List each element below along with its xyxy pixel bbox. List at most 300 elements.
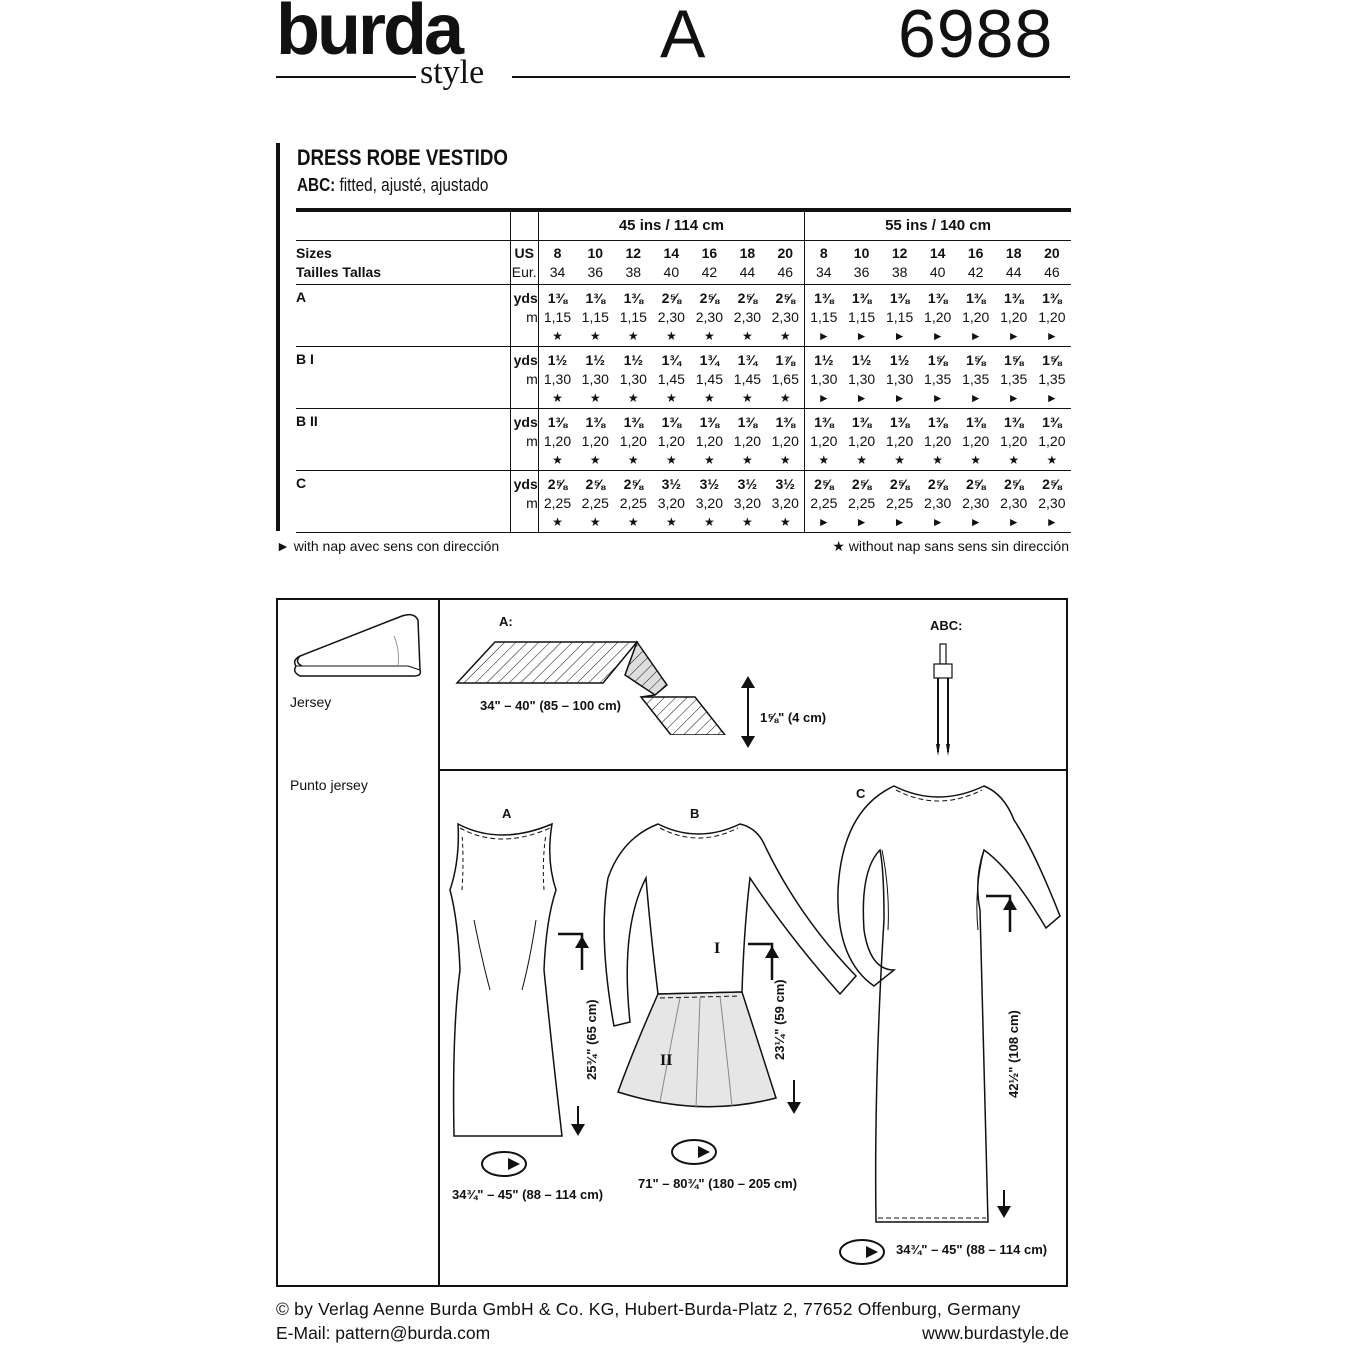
m-value: 1,20 bbox=[657, 433, 685, 449]
nap-symbol: ★ bbox=[703, 329, 715, 343]
m-value: 1,20 bbox=[924, 433, 952, 449]
nap-symbol: ► bbox=[1007, 391, 1020, 405]
yds-value: 1½ bbox=[585, 352, 606, 368]
us-size: 10 bbox=[853, 245, 870, 261]
us-size: 14 bbox=[929, 245, 946, 261]
pattern-subtitle bbox=[297, 175, 488, 196]
yds-value: 1⅜ bbox=[889, 290, 910, 306]
nap-symbol: ★ bbox=[627, 453, 639, 467]
yds-label: yds bbox=[513, 476, 538, 492]
nap-symbol: ★ bbox=[552, 453, 563, 467]
eur-size: 38 bbox=[891, 264, 908, 280]
yds-value: 1¾ bbox=[699, 352, 720, 368]
yds-value: 3½ bbox=[737, 476, 758, 492]
view-b-part-2: II bbox=[660, 1052, 673, 1069]
nap-symbol: ► bbox=[1007, 329, 1020, 343]
pattern-number: 6988 bbox=[898, 0, 1054, 72]
m-value: 1,30 bbox=[810, 371, 838, 387]
nap-symbol: ► bbox=[817, 391, 830, 405]
m-value: 3,20 bbox=[695, 495, 723, 511]
yardage-cell bbox=[957, 347, 995, 409]
yds-value: 1⅜ bbox=[851, 290, 872, 306]
nap-symbol: ★ bbox=[779, 329, 791, 343]
yardage-cell bbox=[957, 471, 995, 533]
size-cell bbox=[576, 241, 614, 285]
strip-view-label: A: bbox=[499, 614, 513, 629]
yds-value: 2⅝ bbox=[814, 476, 834, 492]
yds-value: 1⅜ bbox=[775, 414, 795, 430]
yds-value: 1⅜ bbox=[965, 414, 986, 430]
m-value: 2,30 bbox=[924, 495, 952, 511]
yardage-cell bbox=[652, 409, 690, 471]
m-value: 1,35 bbox=[924, 371, 952, 387]
nap-symbol: ► bbox=[817, 515, 830, 529]
nap-symbol: ★ bbox=[665, 453, 677, 467]
yardage-cell bbox=[766, 347, 804, 409]
yds-value: 1⅜ bbox=[699, 414, 720, 430]
size-cell bbox=[766, 241, 804, 285]
m-value: 1,30 bbox=[847, 371, 876, 387]
us-size: 16 bbox=[701, 245, 718, 261]
header-rule-left bbox=[276, 76, 416, 78]
nap-symbol: ★ bbox=[589, 391, 601, 405]
size-cell bbox=[957, 241, 995, 285]
m-value: 1,35 bbox=[962, 371, 990, 387]
m-label: m bbox=[526, 495, 538, 511]
us-size: 8 bbox=[553, 245, 562, 261]
size-cell bbox=[843, 241, 881, 285]
size-cell bbox=[881, 241, 919, 285]
m-value: 3,20 bbox=[657, 495, 685, 511]
yds-value: 2⅝ bbox=[1003, 476, 1024, 492]
size-cell bbox=[919, 241, 957, 285]
yardage-cell bbox=[728, 347, 766, 409]
nap-symbol: ★ bbox=[552, 391, 563, 405]
frame-divider-horizontal bbox=[438, 769, 1068, 771]
strip-length-label: 34" – 40" (85 – 100 cm) bbox=[480, 698, 621, 713]
legend-with-nap: ► with nap avec sens con dirección bbox=[276, 538, 500, 554]
yardage-cell bbox=[690, 409, 728, 471]
yardage-row bbox=[296, 471, 1071, 533]
eur-label: Eur. bbox=[511, 264, 537, 280]
m-label: m bbox=[526, 309, 538, 325]
yds-value: 1⅜ bbox=[585, 414, 606, 430]
m-value: 1,20 bbox=[543, 433, 572, 449]
yardage-row bbox=[296, 347, 1071, 409]
m-value: 1,65 bbox=[771, 371, 799, 387]
yardage-cell bbox=[805, 409, 843, 471]
yardage-cell bbox=[690, 471, 728, 533]
nap-symbol: ★ bbox=[818, 453, 830, 467]
nap-symbol: ★ bbox=[703, 453, 715, 467]
yardage-cell bbox=[843, 347, 881, 409]
yds-value: 1⅜ bbox=[1042, 290, 1062, 306]
yds-value: 1⅜ bbox=[1003, 290, 1024, 306]
size-cell bbox=[728, 241, 766, 285]
yardage-cell bbox=[881, 471, 919, 533]
yardage-row bbox=[296, 285, 1071, 347]
nap-symbol: ★ bbox=[742, 515, 753, 529]
eur-size: 40 bbox=[663, 264, 680, 280]
yardage-cell bbox=[690, 347, 728, 409]
eur-size: 40 bbox=[929, 264, 946, 280]
yds-value: 1½ bbox=[851, 352, 872, 368]
strip-width-arrow-icon bbox=[738, 674, 758, 750]
yds-value: 1½ bbox=[623, 352, 644, 368]
yds-value: 1⅜ bbox=[1042, 414, 1062, 430]
header-blank-us bbox=[510, 210, 538, 241]
yardage-cell bbox=[919, 285, 957, 347]
nap-symbol: ► bbox=[855, 391, 868, 405]
us-label: US bbox=[514, 245, 534, 261]
yardage-cell bbox=[1033, 471, 1071, 533]
m-value: 3,20 bbox=[733, 495, 762, 511]
yds-value: 2⅝ bbox=[1042, 476, 1062, 492]
header-rule bbox=[512, 76, 1070, 78]
yardage-cell bbox=[614, 409, 652, 471]
sizes-label-en: Sizes bbox=[296, 245, 332, 261]
yardage-cell bbox=[690, 285, 728, 347]
yds-value: 3½ bbox=[661, 476, 682, 492]
yds-value: 2⅝ bbox=[851, 476, 872, 492]
nap-symbol: ► bbox=[931, 515, 944, 529]
yardage-cell bbox=[843, 409, 881, 471]
yds-label: yds bbox=[513, 414, 538, 430]
nap-symbol: ★ bbox=[627, 391, 639, 405]
m-value: 2,30 bbox=[962, 495, 990, 511]
yardage-table bbox=[296, 208, 1071, 533]
us-size: 18 bbox=[739, 245, 756, 261]
eur-size: 36 bbox=[853, 264, 870, 280]
yardage-cell bbox=[576, 409, 614, 471]
yds-value: 1¾ bbox=[661, 352, 682, 368]
m-value: 1,30 bbox=[886, 371, 914, 387]
eur-size: 42 bbox=[967, 264, 984, 280]
yardage-cell bbox=[576, 347, 614, 409]
nap-symbol: ★ bbox=[894, 453, 905, 467]
view-c-letter: C bbox=[856, 786, 866, 801]
size-cell bbox=[538, 241, 576, 285]
view-letter: A bbox=[660, 0, 706, 72]
m-value: 1,35 bbox=[1038, 371, 1066, 387]
eur-size: 42 bbox=[701, 264, 718, 280]
yardage-cell bbox=[995, 471, 1033, 533]
yds-value: 2⅝ bbox=[661, 290, 682, 306]
yardage-cell bbox=[614, 285, 652, 347]
yds-value: 1⅜ bbox=[623, 414, 644, 430]
m-value: 2,30 bbox=[657, 309, 685, 325]
yds-value: 3½ bbox=[775, 476, 795, 492]
strip-width-label: 1⅝" (4 cm) bbox=[760, 710, 827, 725]
yds-value: 1⅜ bbox=[927, 290, 948, 306]
yardage-cell bbox=[728, 285, 766, 347]
yardage-row bbox=[296, 409, 1071, 471]
nap-symbol: ★ bbox=[665, 515, 677, 529]
m-value: 1,35 bbox=[1000, 371, 1028, 387]
m-value: 1,30 bbox=[581, 371, 609, 387]
eur-size: 34 bbox=[549, 264, 566, 280]
view-b-hem-label: 71" – 80¾" (180 – 205 cm) bbox=[638, 1176, 798, 1191]
view-row-label: B I bbox=[296, 347, 510, 409]
m-value: 1,20 bbox=[771, 433, 799, 449]
yardage-cell bbox=[843, 285, 881, 347]
nap-symbol: ★ bbox=[856, 453, 867, 467]
us-size: 12 bbox=[625, 245, 642, 261]
m-value: 2,25 bbox=[847, 495, 876, 511]
yds-value: 1⅝ bbox=[1042, 352, 1062, 368]
m-value: 1,20 bbox=[1038, 309, 1066, 325]
m-value: 1,15 bbox=[619, 309, 647, 325]
m-value: 1,20 bbox=[581, 433, 609, 449]
yds-value: 1⅜ bbox=[851, 414, 872, 430]
m-value: 2,30 bbox=[733, 309, 762, 325]
twin-needle-icon bbox=[930, 640, 956, 760]
nap-symbol: ► bbox=[931, 329, 944, 343]
size-cell bbox=[652, 241, 690, 285]
us-size: 18 bbox=[1005, 245, 1022, 261]
yds-value: 1⅜ bbox=[737, 414, 758, 430]
nap-symbol: ► bbox=[969, 391, 982, 405]
yardage-cell bbox=[919, 409, 957, 471]
yds-value: 1⅝ bbox=[965, 352, 986, 368]
nap-symbol: ★ bbox=[742, 391, 753, 405]
yds-value: 1⅜ bbox=[585, 290, 606, 306]
m-value: 2,25 bbox=[581, 495, 609, 511]
brand-logo: burda bbox=[276, 0, 462, 70]
yardage-cell bbox=[805, 471, 843, 533]
m-value: 1,20 bbox=[962, 309, 990, 325]
m-value: 1,20 bbox=[810, 433, 838, 449]
m-value: 1,15 bbox=[886, 309, 914, 325]
unit-label bbox=[510, 409, 538, 471]
view-c-hem-label: 34¾" – 45" (88 – 114 cm) bbox=[896, 1242, 1048, 1257]
eur-size: 34 bbox=[816, 264, 832, 280]
yardage-cell bbox=[538, 285, 576, 347]
yardage-cell bbox=[919, 471, 957, 533]
header-blank bbox=[296, 210, 510, 241]
us-size: 20 bbox=[777, 245, 794, 261]
m-value: 1,20 bbox=[733, 433, 762, 449]
m-value: 2,30 bbox=[695, 309, 723, 325]
yds-value: 2⅝ bbox=[623, 476, 644, 492]
yardage-cell bbox=[881, 347, 919, 409]
yds-label: yds bbox=[513, 290, 538, 306]
size-cell bbox=[614, 241, 652, 285]
nap-symbol: ► bbox=[817, 329, 830, 343]
yds-value: 1⅜ bbox=[814, 290, 834, 306]
m-value: 1,45 bbox=[733, 371, 762, 387]
needle-view-label: ABC: bbox=[930, 618, 963, 633]
size-cell bbox=[995, 241, 1033, 285]
frame-divider-vertical bbox=[438, 598, 440, 1287]
view-row-label: A bbox=[296, 285, 510, 347]
nap-symbol: ► bbox=[855, 515, 868, 529]
yds-value: 2⅝ bbox=[965, 476, 986, 492]
m-value: 1,15 bbox=[847, 309, 876, 325]
unit-label bbox=[510, 285, 538, 347]
fabric-label-punto: Punto jersey bbox=[290, 777, 368, 793]
nap-symbol: ★ bbox=[779, 453, 791, 467]
yardage-cell bbox=[766, 285, 804, 347]
m-value: 1,30 bbox=[619, 371, 647, 387]
nap-symbol: ★ bbox=[589, 329, 601, 343]
yardage-cell bbox=[576, 471, 614, 533]
view-c-hem-icon bbox=[836, 1236, 892, 1270]
m-value: 2,25 bbox=[543, 495, 572, 511]
nap-symbol: ► bbox=[893, 391, 906, 405]
yardage-cell bbox=[652, 285, 690, 347]
nap-symbol: ► bbox=[931, 391, 944, 405]
width-header-row bbox=[296, 210, 1071, 241]
m-value: 1,15 bbox=[543, 309, 572, 325]
yds-value: 1⅝ bbox=[1003, 352, 1024, 368]
yds-value: 1⅜ bbox=[1003, 414, 1024, 430]
view-a-letter: A bbox=[502, 806, 512, 821]
nap-symbol: ★ bbox=[779, 391, 791, 405]
m-value: 1,30 bbox=[543, 371, 572, 387]
fabric-label-jersey: Jersey bbox=[290, 694, 332, 710]
m-value: 1,15 bbox=[581, 309, 609, 325]
yardage-cell bbox=[614, 471, 652, 533]
nap-symbol: ► bbox=[969, 515, 982, 529]
sizes-label bbox=[296, 241, 510, 285]
m-value: 1,15 bbox=[810, 309, 838, 325]
eur-size: 44 bbox=[739, 264, 756, 280]
size-cell bbox=[805, 241, 843, 285]
m-label: m bbox=[526, 371, 538, 387]
nap-symbol: ★ bbox=[552, 515, 563, 529]
yds-value: 2⅝ bbox=[699, 290, 720, 306]
yardage-cell bbox=[766, 471, 804, 533]
nap-symbol: ★ bbox=[1008, 453, 1020, 467]
sizes-row bbox=[296, 241, 1071, 285]
nap-symbol: ★ bbox=[627, 515, 639, 529]
nap-symbol: ► bbox=[1007, 515, 1020, 529]
m-value: 1,20 bbox=[847, 433, 876, 449]
yds-value: 1⅜ bbox=[623, 290, 644, 306]
yds-value: 1⅞ bbox=[775, 352, 795, 368]
yds-value: 1⅜ bbox=[814, 414, 834, 430]
yds-value: 1⅜ bbox=[547, 290, 568, 306]
yds-value: 2⅝ bbox=[585, 476, 606, 492]
yardage-cell bbox=[728, 471, 766, 533]
nap-symbol: ► bbox=[1045, 329, 1058, 343]
yardage-cell bbox=[652, 347, 690, 409]
yds-value: 2⅝ bbox=[775, 290, 795, 306]
nap-symbol: ► bbox=[1045, 515, 1058, 529]
view-row-label: C bbox=[296, 471, 510, 533]
eur-size: 46 bbox=[1044, 264, 1060, 280]
copyright-notice: © by Verlag Aenne Burda GmbH & Co. KG, Hubert-Burda-Platz 2, 77652 Offenburg, Germany bbox=[276, 1299, 1021, 1319]
yardage-cell bbox=[728, 409, 766, 471]
yardage-cell bbox=[538, 409, 576, 471]
nap-symbol: ★ bbox=[742, 329, 753, 343]
yardage-cell bbox=[805, 285, 843, 347]
yardage-cell bbox=[957, 409, 995, 471]
m-value: 1,45 bbox=[657, 371, 685, 387]
eur-size: 46 bbox=[777, 264, 794, 280]
m-value: 1,20 bbox=[962, 433, 990, 449]
us-size: 8 bbox=[819, 245, 828, 261]
yardage-cell bbox=[995, 409, 1033, 471]
nap-symbol: ► bbox=[855, 329, 868, 343]
yds-value: 1⅜ bbox=[547, 414, 568, 430]
yardage-cell bbox=[538, 471, 576, 533]
yds-value: 3½ bbox=[699, 476, 720, 492]
m-value: 1,20 bbox=[619, 433, 647, 449]
view-a-hem-icon bbox=[478, 1148, 534, 1182]
yardage-cell bbox=[919, 347, 957, 409]
view-c-length-label: 42½" (108 cm) bbox=[1006, 1010, 1021, 1098]
m-value: 3,20 bbox=[771, 495, 799, 511]
yardage-cell bbox=[843, 471, 881, 533]
m-value: 2,30 bbox=[1000, 495, 1028, 511]
m-value: 2,25 bbox=[619, 495, 647, 511]
neckband-strip-diagram bbox=[455, 635, 735, 735]
nap-symbol: ★ bbox=[589, 515, 601, 529]
nap-symbol: ★ bbox=[779, 515, 791, 529]
yardage-cell bbox=[881, 409, 919, 471]
view-b-letter: B bbox=[690, 806, 700, 821]
m-value: 1,45 bbox=[695, 371, 723, 387]
nap-symbol: ★ bbox=[970, 453, 982, 467]
unit-label bbox=[510, 471, 538, 533]
m-value: 2,30 bbox=[1038, 495, 1066, 511]
us-size: 10 bbox=[587, 245, 604, 261]
m-value: 1,20 bbox=[1000, 309, 1028, 325]
nap-symbol: ★ bbox=[932, 453, 944, 467]
yds-value: 1½ bbox=[547, 352, 568, 368]
m-label: m bbox=[526, 433, 538, 449]
dress-view-c-drawing bbox=[834, 780, 1064, 1230]
eur-size: 36 bbox=[587, 264, 604, 280]
view-b-hem-icon bbox=[668, 1136, 724, 1170]
view-a-length-label: 25¾" (65 cm) bbox=[584, 999, 599, 1080]
width-group-header: 45 ins / 114 cm bbox=[538, 210, 804, 241]
website-link[interactable]: www.burdastyle.de bbox=[922, 1323, 1069, 1343]
legend-without-nap: ★ without nap sans sens sin dirección bbox=[832, 538, 1069, 554]
view-row-label: B II bbox=[296, 409, 510, 471]
nap-symbol: ► bbox=[1045, 391, 1058, 405]
yardage-cell bbox=[995, 347, 1033, 409]
m-value: 2,25 bbox=[810, 495, 838, 511]
fabric-roll-icon bbox=[290, 610, 426, 682]
yardage-cell bbox=[538, 347, 576, 409]
nap-symbol: ► bbox=[969, 329, 982, 343]
m-value: 1,20 bbox=[1000, 433, 1028, 449]
nap-symbol: ★ bbox=[589, 453, 601, 467]
yds-value: 1⅝ bbox=[927, 352, 948, 368]
nap-symbol: ★ bbox=[552, 329, 563, 343]
yds-value: 1½ bbox=[889, 352, 910, 368]
title-bar bbox=[276, 143, 280, 531]
yds-value: 1½ bbox=[814, 352, 834, 368]
yardage-cell bbox=[995, 285, 1033, 347]
eur-size: 44 bbox=[1005, 264, 1022, 280]
yardage-cell bbox=[614, 347, 652, 409]
yardage-cell bbox=[805, 347, 843, 409]
view-b-part-1: I bbox=[714, 940, 721, 957]
nap-symbol: ★ bbox=[665, 329, 677, 343]
size-cell bbox=[1033, 241, 1071, 285]
us-size: 12 bbox=[891, 245, 908, 261]
yds-value: 2⅝ bbox=[737, 290, 758, 306]
views-label: ABC: bbox=[297, 175, 336, 195]
nap-symbol: ★ bbox=[1046, 453, 1058, 467]
m-value: 2,25 bbox=[886, 495, 914, 511]
yds-value: 1⅜ bbox=[661, 414, 682, 430]
yds-value: 1⅜ bbox=[927, 414, 948, 430]
